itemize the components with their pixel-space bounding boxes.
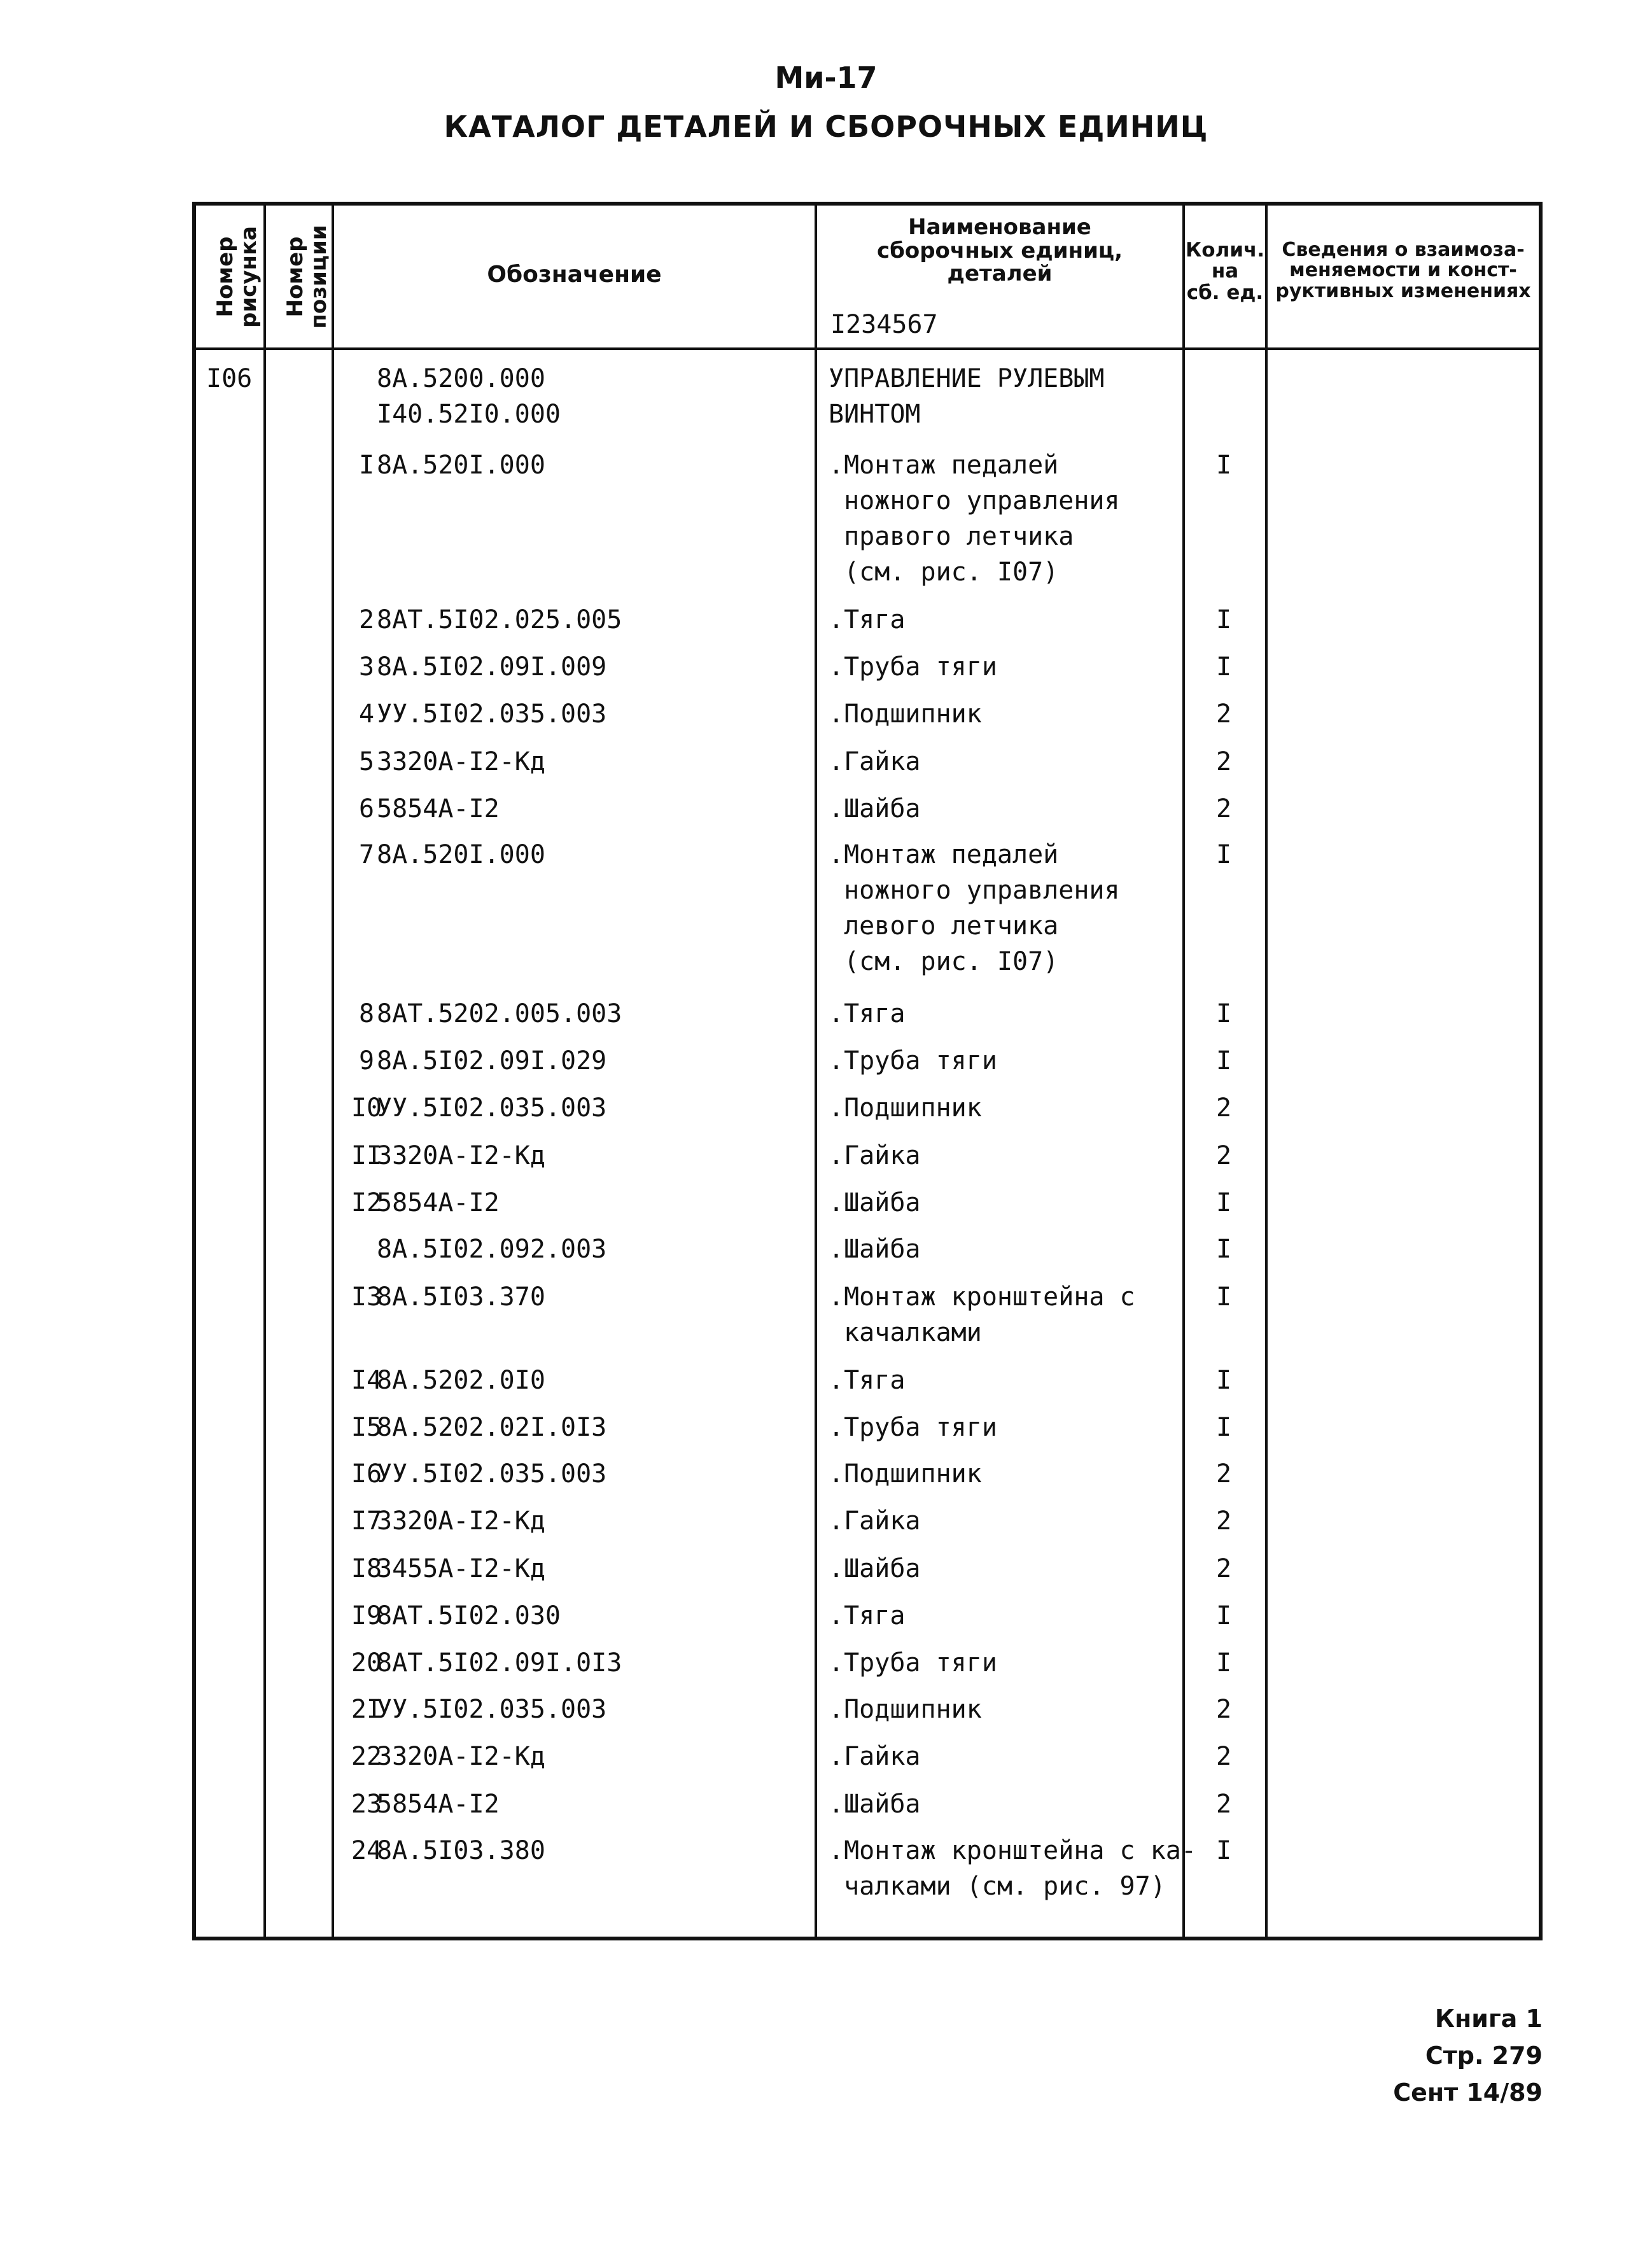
position-number-cell: 3 [358,652,375,682]
header-position-line2: позиции [305,225,332,329]
quantity-cell: 2 [1215,747,1232,776]
part-name-cell: .Тяга [829,999,906,1028]
part-name-cell: .Шайба [829,1188,921,1217]
part-name-cell: .Подшипник [829,1459,982,1489]
quantity-cell: I [1215,451,1232,480]
quantity-cell: 2 [1215,1506,1232,1536]
designation-cell: 8А.5200.000 I40.52I0.000 [377,364,561,429]
designation-cell: 8А.5I02.09I.029 [377,1046,607,1076]
designation-cell: 3320А-I2-Кд [377,747,545,776]
part-name-cell: .Монтаж кронштейна с качалками [829,1282,1135,1347]
header-figure-line1: Номер [213,236,238,318]
quantity-cell: 2 [1215,1459,1232,1489]
quantity-cell: I [1215,605,1232,635]
header-designation: Обозначение [487,262,662,288]
part-name-cell: .Тяга [829,1601,906,1630]
header-figure-number [213,207,262,347]
quantity-cell: I [1215,840,1232,869]
part-name-cell: .Тяга [829,605,906,635]
header-divider [192,347,1543,350]
part-name-cell: .Гайка [829,747,921,776]
part-name-cell: .Гайка [829,1141,921,1170]
part-name-cell: .Труба тяги [829,652,997,682]
position-number-cell: 20 [351,1648,382,1678]
quantity-cell: I [1215,1188,1232,1217]
designation-cell: 3320А-I2-Кд [377,1506,545,1536]
quantity-cell: I [1215,1046,1232,1076]
designation-cell: УУ.5I02.035.003 [377,1459,607,1489]
document-model: Ми-17 [774,60,878,95]
position-number-cell: I6 [351,1459,382,1489]
col-divider [1265,202,1268,1940]
designation-cell: 3320А-I2-Кд [377,1742,545,1771]
footer-book: Книга 1 [1434,2005,1543,2033]
part-name-cell: .Монтаж педалей ножного управления правого летчика (см. рис. I07) [829,451,1120,587]
quantity-cell: 2 [1215,794,1232,824]
part-name-cell: .Монтаж кронштейна с ка- чалками (см. рис. 97) [829,1836,1196,1901]
part-name-cell: .Шайба [829,1554,921,1583]
position-number-cell: I5 [351,1413,382,1442]
designation-cell: 8А.5202.0I0 [377,1366,545,1395]
footer-page: Стр. 279 [1425,2042,1543,2070]
part-name-cell: .Гайка [829,1742,921,1771]
header-notes [1268,240,1539,302]
designation-cell: 8АТ.5I02.09I.0I3 [377,1648,622,1678]
designation-cell: 5854А-I2 [377,1790,500,1819]
position-number-cell: I9 [351,1601,382,1630]
designation-cell: УУ.5I02.035.003 [377,699,607,729]
position-number-cell: 4 [358,699,375,729]
header-notes-line2: меняемости и конст- [1289,259,1517,282]
position-number-cell: 6 [358,794,375,824]
header-quantity-line3: сб. ед. [1186,281,1264,304]
position-number-cell: 2I [351,1695,382,1724]
header-name [817,216,1182,286]
position-number-cell: 2 [358,605,375,635]
position-number-cell: I0 [351,1093,382,1123]
designation-cell: 5854А-I2 [377,794,500,824]
header-name-code: I234567 [830,310,938,339]
quantity-cell: I [1215,1282,1232,1312]
quantity-cell: 2 [1215,699,1232,729]
figure-number-cell: I06 [206,364,253,393]
quantity-cell: I [1215,1235,1232,1264]
designation-cell: 8А.5202.02I.0I3 [377,1413,607,1442]
quantity-cell: I [1215,652,1232,682]
position-number-cell: 24 [351,1836,382,1865]
designation-cell: 8АТ.5202.005.003 [377,999,622,1028]
position-number-cell: 23 [351,1790,382,1819]
header-name-line2: сборочных единиц, [876,237,1123,263]
position-number-cell: I3 [351,1282,382,1312]
quantity-cell: 2 [1215,1790,1232,1819]
part-name-cell: .Подшипник [829,699,982,729]
part-name-cell: .Шайба [829,1235,921,1264]
designation-cell: 8А.520I.000 [377,840,545,869]
header-name-line1: Наименование [908,214,1091,240]
position-number-cell: 22 [351,1742,382,1771]
position-number-cell: I4 [351,1366,382,1395]
header-notes-line3: руктивных изменениях [1275,279,1531,302]
quantity-cell: 2 [1215,1141,1232,1170]
quantity-cell: I [1215,1836,1232,1865]
header-position-line1: Номер [283,236,308,318]
header-notes-line1: Сведения о взаимоза- [1282,239,1525,261]
quantity-cell: I [1215,999,1232,1028]
part-name-cell: .Труба тяги [829,1046,997,1076]
designation-cell: 8А.5I02.09I.009 [377,652,607,682]
quantity-cell: I [1215,1601,1232,1630]
part-name-cell: .Гайка [829,1506,921,1536]
position-number-cell: 7 [358,840,375,869]
part-name-cell: .Подшипник [829,1695,982,1724]
part-name-cell: .Подшипник [829,1093,982,1123]
quantity-cell: 2 [1215,1695,1232,1724]
designation-cell: 8АТ.5I02.025.005 [377,605,622,635]
parts-catalog-table [192,202,1543,1940]
footer-date: Сент 14/89 [1393,2079,1543,2107]
position-number-cell: I7 [351,1506,382,1536]
position-number-cell: 8 [358,999,375,1028]
header-quantity-line1: Колич. [1185,239,1265,262]
quantity-cell: 2 [1215,1554,1232,1583]
part-name-cell: .Шайба [829,794,921,824]
position-number-cell: II [351,1141,382,1170]
quantity-cell: 2 [1215,1742,1232,1771]
header-position-number [283,207,332,347]
designation-cell: УУ.5I02.035.003 [377,1093,607,1123]
col-divider [815,202,817,1940]
designation-cell: 3320А-I2-Кд [377,1141,545,1170]
designation-cell: 5854А-I2 [377,1188,500,1217]
quantity-cell: 2 [1215,1093,1232,1123]
position-number-cell: 9 [358,1046,375,1076]
designation-cell: 3455А-I2-Кд [377,1554,545,1583]
designation-cell: 8А.5I03.380 [377,1836,545,1865]
part-name-cell: .Шайба [829,1790,921,1819]
quantity-cell: I [1215,1366,1232,1395]
position-number-cell: I8 [351,1554,382,1583]
header-figure-line2: рисунка [235,226,262,328]
quantity-cell: I [1215,1413,1232,1442]
quantity-cell: I [1215,1648,1232,1678]
part-name-cell: УПРАВЛЕНИЕ РУЛЕВЫМ ВИНТОМ [829,364,1105,429]
part-name-cell: .Труба тяги [829,1648,997,1678]
header-quantity-line2: на [1211,260,1239,283]
part-name-cell: .Монтаж педалей ножного управления левого летчика (см. рис. I07) [829,840,1120,976]
part-name-cell: .Тяга [829,1366,906,1395]
position-number-cell: 5 [358,747,375,776]
header-quantity [1185,240,1265,304]
header-name-line3: деталей [947,261,1053,287]
designation-cell: 8А.520I.000 [377,451,545,480]
document-title: КАТАЛОГ ДЕТАЛЕЙ И СБОРОЧНЫХ ЕДИНИЦ [444,109,1208,144]
designation-cell: 8АТ.5I02.030 [377,1601,561,1630]
designation-cell: 8А.5I02.092.003 [377,1235,607,1264]
part-name-cell: .Труба тяги [829,1413,997,1442]
designation-cell: УУ.5I02.035.003 [377,1695,607,1724]
col-divider [263,202,266,1940]
designation-cell: 8А.5I03.370 [377,1282,545,1312]
position-number-cell: I2 [351,1188,382,1217]
position-number-cell: I [358,451,375,480]
